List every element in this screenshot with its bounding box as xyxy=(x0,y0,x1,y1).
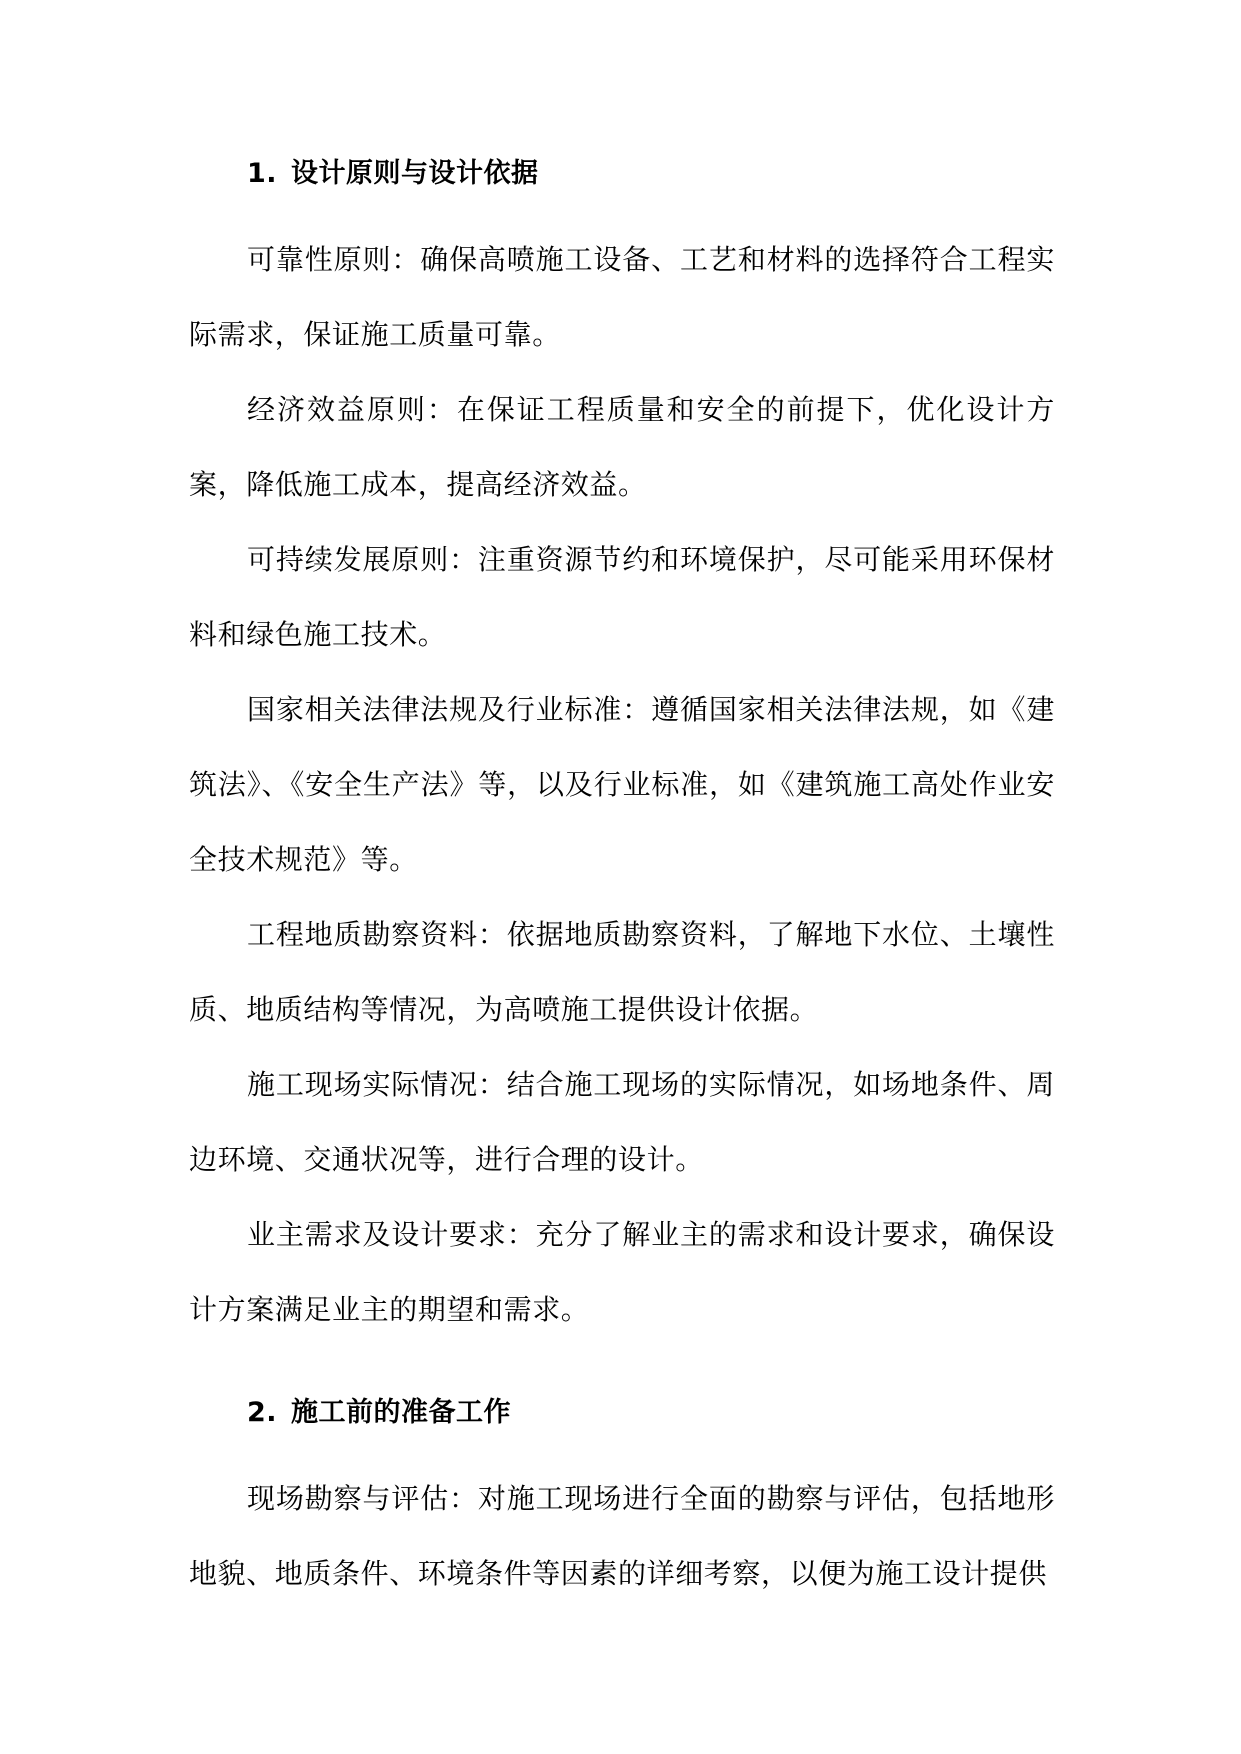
paragraph: 现场勘察与评估：对施工现场进行全面的勘察与评估，包括地形地貌、地质条件、环境条件等因素的详细考察，以便为施工设计提供 xyxy=(189,1482,1055,1590)
paragraph: 可持续发展原则：注重资源节约和环境保护，尽可能采用环保材料和绿色施工技术。 xyxy=(189,543,1055,651)
paragraph: 国家相关法律法规及行业标准：遵循国家相关法律法规，如《建筑法》、《安全生产法》等，以及行业标准，如《建筑施工高处作业安全技术规范》等。 xyxy=(189,693,1055,876)
paragraph: 施工现场实际情况：结合施工现场的实际情况，如场地条件、周边环境、交通状况等，进行合理的设计。 xyxy=(189,1068,1055,1176)
paragraph: 工程地质勘察资料：依据地质勘察资料，了解地下水位、土壤性质、地质结构等情况，为高喷施工提供设计依据。 xyxy=(189,918,1055,1026)
paragraph: 经济效益原则：在保证工程质量和安全的前提下，优化设计方案，降低施工成本，提高经济效益。 xyxy=(189,393,1055,501)
section-number: 1. xyxy=(247,158,278,189)
section-heading-2 xyxy=(189,1393,1055,1433)
section-heading-1 xyxy=(189,154,1055,194)
paragraph: 可靠性原则：确保高喷施工设备、工艺和材料的选择符合工程实际需求，保证施工质量可靠。 xyxy=(189,243,1055,351)
document-body xyxy=(189,140,1055,1611)
section-title: 施工前的准备工作 xyxy=(291,1397,511,1428)
paragraph: 业主需求及设计要求：充分了解业主的需求和设计要求，确保设计方案满足业主的期望和需求。 xyxy=(189,1218,1055,1326)
section-number: 2. xyxy=(247,1397,278,1428)
section-title: 设计原则与设计依据 xyxy=(291,158,539,189)
